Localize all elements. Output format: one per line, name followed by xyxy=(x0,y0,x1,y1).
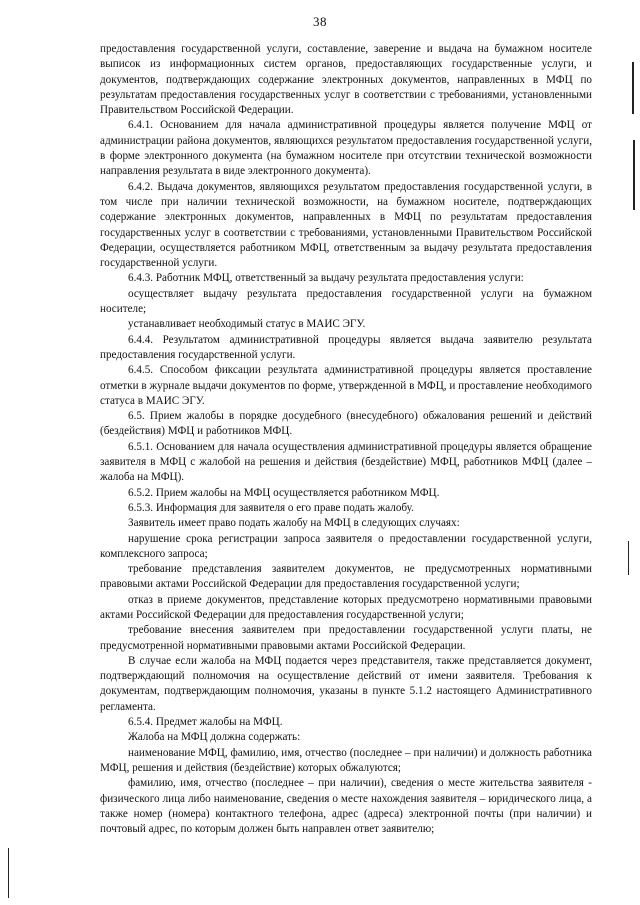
paragraph: фамилию, имя, отчество (последнее – при наличии), сведения о месте жительства заявителя - физического лица либо наименование, сведения о месте нахождения заявителя – юридического лица, а также номер (номера) контактного телефона, адрес (адреса) электронной почты (при наличии) и почтовый адрес, по которым должен быть направлен ответ заявителю; xyxy=(100,777,592,836)
paragraph: устанавливает необходимый статус в МАИС ЭГУ. xyxy=(128,318,366,331)
document-body xyxy=(100,42,592,837)
paragraph: 6.4.2. Выдача документов, являющихся результатом предоставления государственной услуги, в том числе при наличии технической возможности, на бумажном носителе, подтверждающих содержание электронных документов, направленных в МФЦ по результатам предоставления государственных услуг в соответствии с требованиями, установленными Правительством Российской Федерации, осуществляется работником МФЦ, ответственным за выдачу результата предоставления государственной услуги. xyxy=(100,180,592,270)
paragraph: предоставления государственной услуги, составление, заверение и выдача на бумажном носителе выписок из информационных систем органов, предоставляющих государственные услуги, и документов, подтверждающих содержание электронных документов, направленных в МФЦ по результатам предоставления государственных услуг в соответствии с требованиями, установленными Правительством Российской Федерации. xyxy=(100,43,592,117)
paragraph: наименование МФЦ, фамилию, имя, отчество (последнее – при наличии) и должность работника МФЦ, решения и действия (бездействие) которых обжалуются; xyxy=(100,746,592,774)
scan-edge-mark xyxy=(628,541,629,575)
paragraph: 6.5.1. Основанием для начала осуществления административной процедуры является обращение заявителя в МФЦ с жалобой на решения и действия (бездействие) МФЦ, работников МФЦ (далее – жалоба на МФЦ). xyxy=(100,440,592,484)
paragraph: 6.5.3. Информация для заявителя о его праве подать жалобу. xyxy=(128,501,414,514)
paragraph: 6.4.5. Способом фиксации результата административной процедуры является проставление отметки в журнале выдачи документов по форме, утвержденной в МФЦ, и проставление необходимого статуса в МАИС ЭГУ. xyxy=(100,364,592,407)
paragraph: 6.4.1. Основанием для начала административной процедуры является получение МФЦ от администрации района документов, являющихся результатом предоставления государственной услуги, в форме электронного документа (на бумажном носителе при отсутствии технической возможности направления результата в виде электронного документа). xyxy=(100,119,592,178)
paragraph: требование внесения заявителем при предоставлении государственной услуги платы, не предусмотренной нормативными правовыми актами Российской Федерации. xyxy=(100,624,592,652)
paragraph: Заявитель имеет право подать жалобу на МФЦ в следующих случаях: xyxy=(128,517,460,530)
page-number: 38 xyxy=(313,14,327,29)
scan-edge-mark xyxy=(632,62,634,114)
paragraph: Жалоба на МФЦ должна содержать: xyxy=(128,731,301,744)
paragraph: нарушение срока регистрации запроса заявителя о предоставлении государственной услуги, комплексного запроса; xyxy=(100,532,592,560)
paragraph: отказ в приеме документов, представление которых предусмотрено нормативными правовыми актами Российской Федерации для предоставления государственной услуги; xyxy=(100,593,592,621)
scan-edge-mark xyxy=(8,848,9,898)
paragraph: 6.5.2. Прием жалобы на МФЦ осуществляется работником МФЦ. xyxy=(128,486,440,499)
scan-edge-mark xyxy=(633,140,635,210)
paragraph: В случае если жалоба на МФЦ подается через представителя, также представляется документ, подтверждающий полномочия на осуществление действий от имени заявителя. Требования к документам, подтверждающим полномочия, указаны в пункте 5.1.2 настоящего Административного регламента. xyxy=(100,654,592,713)
paragraph: 6.4.4. Результатом административной процедуры является выдача заявителю результата предоставления государственной услуги. xyxy=(100,333,592,361)
paragraph: 6.5. Прием жалобы в порядке досудебного (внесудебного) обжалования решений и действий (бездействия) МФЦ и работников МФЦ. xyxy=(100,410,592,438)
paragraph: требование представления заявителем документов, не предусмотренных нормативными правовыми актами Российской Федерации для предоставления государственной услуги; xyxy=(100,563,592,591)
paragraph: 6.4.3. Работник МФЦ, ответственный за выдачу результата предоставления услуги: xyxy=(128,272,524,285)
paragraph: 6.5.4. Предмет жалобы на МФЦ. xyxy=(128,716,283,729)
paragraph: осуществляет выдачу результата предоставления государственной услуги на бумажном носителе; xyxy=(100,287,592,316)
